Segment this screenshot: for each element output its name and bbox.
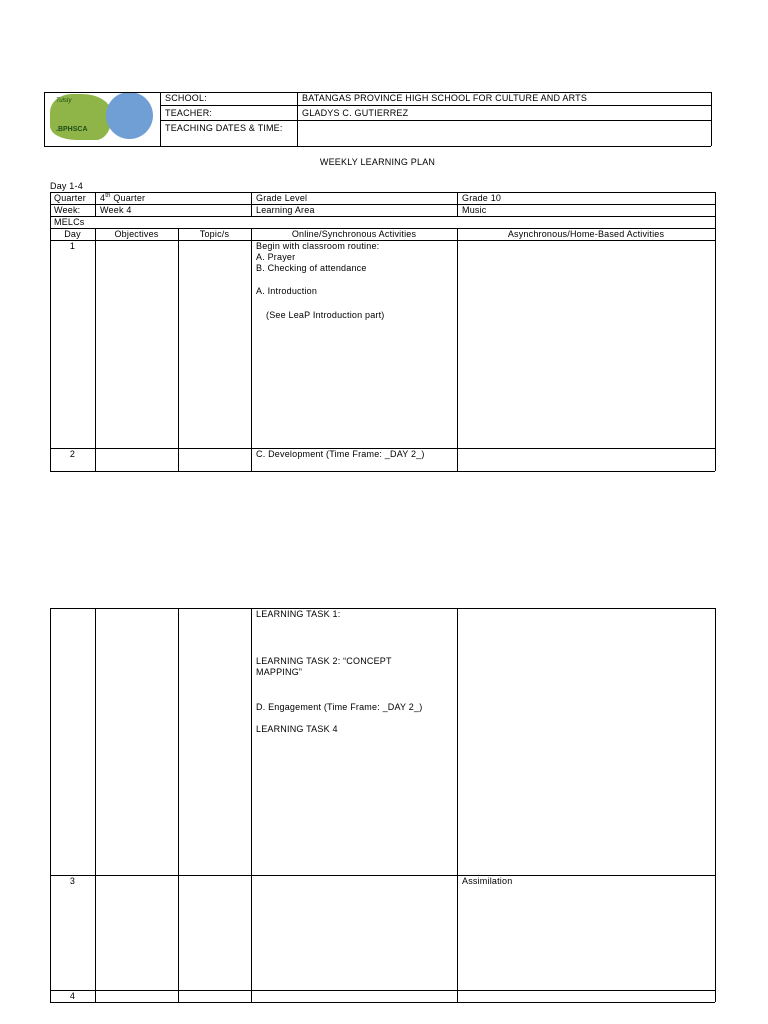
area-label: Learning Area [256, 205, 315, 215]
teacher-label: TEACHER: [165, 108, 213, 118]
col-objectives: Objectives [114, 229, 159, 239]
area-value: Music [462, 205, 487, 215]
col-online: Online/Synchronous Activities [291, 229, 417, 239]
day1-routine: Begin with classroom routine: [256, 241, 380, 251]
learning-task-4: LEARNING TASK 4 [256, 724, 338, 734]
quarter-value: 4th Quarter [100, 193, 146, 203]
day-range: Day 1-4 [50, 181, 83, 191]
grade-value: Grade 10 [462, 193, 502, 203]
day3-assimilation: Assimilation [462, 876, 513, 886]
day1-leap-note: (See LeaP Introduction part) [266, 310, 385, 320]
dates-label: TEACHING DATES & TIME: [165, 123, 283, 133]
page-title: WEEKLY LEARNING PLAN [319, 157, 436, 167]
grade-label: Grade Level [256, 193, 308, 203]
week-value: Week 4 [100, 205, 132, 215]
day1-introduction: A. Introduction [256, 286, 318, 296]
col-topics: Topic/s [199, 229, 230, 239]
school-label: SCHOOL: [165, 93, 207, 103]
week-label: Week: [54, 205, 81, 215]
melcs-label: MELCs [54, 217, 85, 227]
day1-attendance: B. Checking of attendance [256, 263, 367, 273]
day2-development: C. Development (Time Frame: _DAY 2_) [256, 449, 425, 459]
teacher-value: GLADYS C. GUTIERREZ [302, 108, 409, 118]
quarter-label: Quarter [54, 193, 86, 203]
col-day: Day [64, 229, 81, 239]
day3-number: 3 [69, 876, 76, 886]
learning-task-2: LEARNING TASK 2: “CONCEPT MAPPING” [256, 656, 392, 677]
day1-number: 1 [69, 241, 76, 251]
logo-word: Tulsty [56, 98, 72, 104]
engagement: D. Engagement (Time Frame: _DAY 2_) [256, 702, 423, 712]
learning-task-1: LEARNING TASK 1: [256, 609, 341, 619]
day2-number: 2 [69, 449, 76, 459]
col-async: Asynchronous/Home-Based Activities [507, 229, 665, 239]
logo-brand: .BPHSCA [56, 126, 88, 133]
day1-prayer: A. Prayer [256, 252, 296, 262]
seal-circle-icon [106, 92, 153, 139]
day4-number: 4 [69, 991, 76, 1001]
school-value: BATANGAS PROVINCE HIGH SCHOOL FOR CULTURE AND ARTS [302, 93, 588, 103]
